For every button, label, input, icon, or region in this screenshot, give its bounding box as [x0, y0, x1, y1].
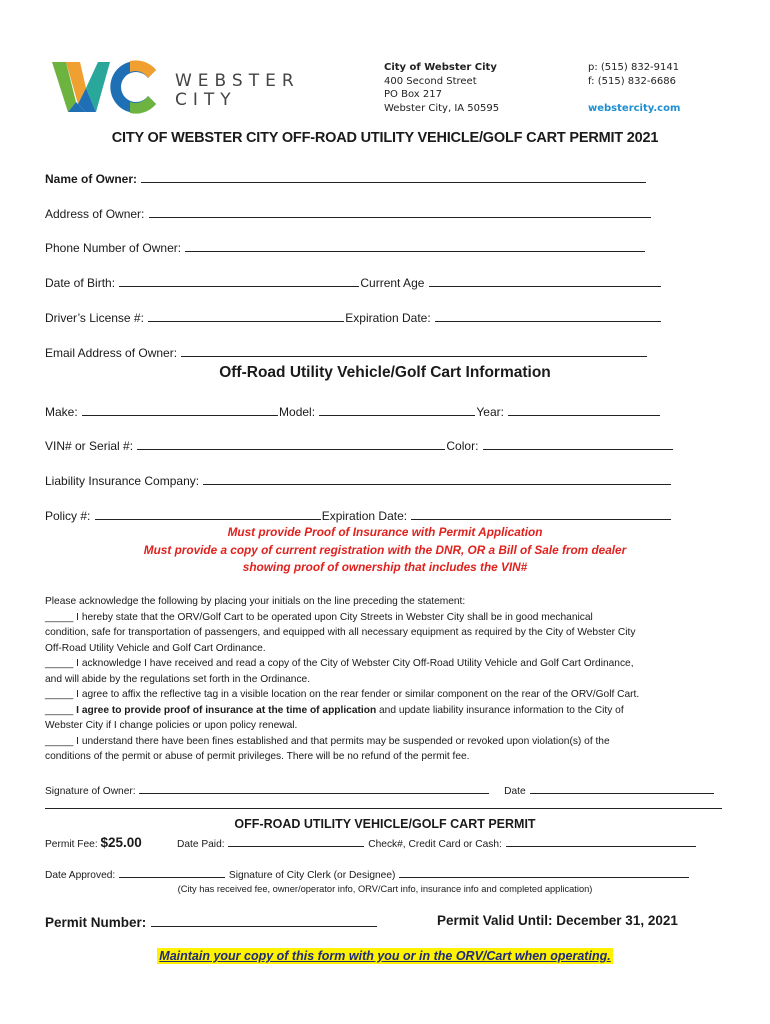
date-paid-field[interactable] [228, 837, 364, 847]
owner-name-label: Name of Owner: [45, 172, 138, 186]
address-line: City of Webster City [384, 62, 497, 73]
ack-line: conditions of the permit or abuse of permit privileges. There will be no refund of the permit fee. [45, 751, 470, 762]
address-line: PO Box 217 [384, 89, 442, 100]
age-field[interactable] [429, 275, 661, 287]
policy-exp-field[interactable] [411, 508, 671, 520]
make-field[interactable] [82, 404, 278, 416]
signature-date-field[interactable] [530, 784, 714, 794]
license-exp-label: Expiration Date: [345, 311, 431, 325]
fax-number: f: (515) 832-6686 [588, 75, 676, 87]
permit-number-row [45, 913, 378, 930]
ack-line: _____ I agree to affix the reflective tag in a visible location on the rear fender or similar component on the rear of the ORV/Golf Cart. [45, 689, 640, 700]
initials-blank[interactable]: _____ [45, 704, 77, 716]
notice-block [0, 524, 770, 577]
license-label: Driver’s License #: [45, 311, 144, 325]
permit-number-field[interactable] [151, 913, 377, 927]
ack-line: Webster City if I change policies or upon policy renewal. [45, 720, 298, 731]
dob-field[interactable] [119, 275, 359, 287]
insurance-row [45, 473, 672, 488]
city-contact [588, 61, 680, 115]
fee-row [45, 835, 142, 853]
policy-exp-label: Expiration Date: [321, 509, 408, 523]
license-field[interactable] [148, 310, 344, 322]
notice-line: showing proof of ownership that includes the VIN# [242, 560, 528, 574]
ack-line: _____ I acknowledge I have received and read a copy of the City of Webster City Off-Road Utility Vehicle and Golf Cart Ordinance, [45, 658, 634, 669]
permit-fee-value: $25.00 [100, 835, 142, 850]
ack-bold-text: I agree to provide proof of insurance at the time of application [76, 704, 377, 716]
date-approved-field[interactable] [119, 868, 225, 878]
dob-row [45, 275, 662, 290]
ack-line-insurance [45, 703, 735, 719]
acknowledgement [45, 594, 735, 765]
payment-row [177, 837, 697, 853]
ack-intro: Please acknowledge the following by placing your initials on the line preceding the statement: [45, 596, 466, 607]
license-row [45, 310, 662, 325]
website-link[interactable]: webstercity.com [588, 102, 681, 114]
logo-wordmark [175, 72, 300, 110]
model-label: Model: [279, 405, 316, 419]
owner-signature-label: Signature of Owner: [45, 786, 136, 797]
owner-phone-field[interactable] [185, 240, 645, 252]
make-label: Make: [45, 405, 78, 419]
ack-text: and update liability insurance information to the City of [376, 704, 624, 716]
owner-signature-field[interactable] [139, 784, 489, 794]
clerk-signature-field[interactable] [399, 868, 689, 878]
logo [52, 58, 160, 116]
email-label: Email Address of Owner: [45, 346, 178, 360]
email-row [45, 345, 648, 360]
vehicle-section-title: Off-Road Utility Vehicle/Golf Cart Information [219, 364, 551, 381]
page-title: CITY OF WEBSTER CITY OFF-ROAD UTILITY VEHICLE/GOLF CART PERMIT 2021 [111, 130, 659, 146]
age-label: Current Age [360, 276, 425, 290]
license-exp-field[interactable] [435, 310, 661, 322]
notice-line: Must provide a copy of current registration with the DNR, OR a Bill of Sale from dealer [143, 542, 627, 557]
ack-line: _____ I hereby state that the ORV/Golf Cart to be operated upon City Streets in Webster City shall be in good mechanical [45, 611, 593, 623]
vin-row [45, 438, 674, 453]
make-row [45, 404, 661, 419]
permit-valid-until: Permit Valid Until: December 31, 2021 [437, 913, 678, 928]
clerk-signature-label: Signature of City Clerk (or Designee) [228, 870, 396, 881]
ack-line: _____ I understand there have been fines established and that permits may be suspended or revoked upon violation(s) of the [45, 735, 610, 747]
owner-address-field[interactable] [149, 206, 651, 218]
section-divider [45, 808, 722, 809]
signature-date-label: Date [504, 786, 526, 797]
office-note: (City has received fee, owner/operator info, ORV/Cart info, insurance info and completed application) [177, 884, 593, 894]
date-paid-label: Date Paid: [177, 839, 225, 850]
footer-note-wrap [0, 947, 770, 965]
ack-line: Off-Road Utility Vehicle and Golf Cart Ordinance. [45, 642, 266, 654]
phone-number: p: (515) 832-9141 [588, 62, 680, 73]
logo-line-1: WEBSTER [175, 71, 300, 91]
email-field[interactable] [181, 345, 647, 357]
year-field[interactable] [508, 404, 660, 416]
ack-line: condition, safe for transportation of passengers, and equipped with all necessary equipment as required by the City of Webster City [45, 627, 636, 638]
insurance-label: Liability Insurance Company: [45, 474, 200, 488]
insurance-field[interactable] [203, 473, 671, 485]
policy-label: Policy #: [45, 509, 91, 523]
permit-number-label: Permit Number: [45, 915, 147, 930]
approval-row [45, 868, 690, 884]
logo-line-2: CITY [175, 90, 237, 110]
vin-field[interactable] [137, 438, 445, 450]
office-section-title: OFF-ROAD UTILITY VEHICLE/GOLF CART PERMIT [234, 817, 536, 831]
owner-phone-label: Phone Number of Owner: [45, 241, 182, 255]
owner-phone-row [45, 240, 646, 255]
city-address [384, 61, 499, 115]
payment-field[interactable] [506, 837, 696, 847]
footer-note: Maintain your copy of this form with you or in the ORV/Cart when operating. [159, 949, 611, 963]
dob-label: Date of Birth: [45, 276, 116, 290]
owner-address-label: Address of Owner: [45, 207, 145, 221]
policy-field[interactable] [95, 508, 321, 520]
address-line: Webster City, IA 50595 [384, 102, 500, 114]
notice-line: Must provide Proof of Insurance with Permit Application [227, 525, 543, 539]
payment-label: Check#, Credit Card or Cash: [368, 839, 502, 850]
owner-name-row [45, 171, 647, 186]
policy-row [45, 508, 672, 523]
color-field[interactable] [483, 438, 673, 450]
permit-fee-label: Permit Fee: [45, 839, 98, 850]
signature-row [45, 784, 715, 800]
date-approved-label: Date Approved: [45, 870, 116, 881]
owner-name-field[interactable] [141, 171, 646, 183]
year-label: Year: [476, 405, 504, 419]
logo-mark [52, 58, 160, 116]
owner-address-row [45, 206, 652, 221]
vin-label: VIN# or Serial #: [45, 439, 134, 453]
color-label: Color: [446, 439, 479, 453]
address-line: 400 Second Street [384, 75, 477, 87]
model-field[interactable] [319, 404, 475, 416]
ack-line: and will abide by the regulations set forth in the Ordinance. [45, 673, 311, 685]
